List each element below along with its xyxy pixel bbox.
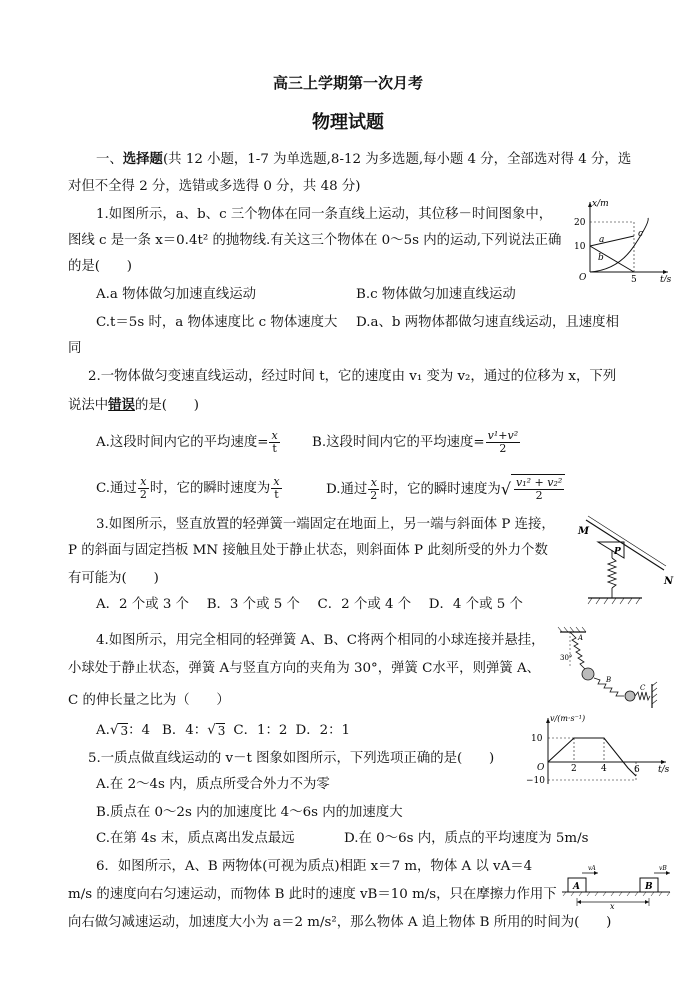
q4-option-b-radicand: 3 (217, 724, 226, 738)
q6-label-x: x (610, 902, 615, 910)
q2-option-c-den2: t (274, 488, 279, 501)
q5-graph-tick-10: 10 (531, 734, 543, 744)
q2-option-a (96, 428, 281, 458)
q2-option-c-num2: x (273, 475, 280, 488)
q1-option-c: C.t＝5s 时，a 物体速度比 c 物体速度大 (96, 315, 338, 330)
q6-distance-left-arrow-icon (577, 900, 581, 904)
exam-subtitle: 物理试题 (312, 112, 384, 133)
exam-title: 高三上学期第一次月考 (272, 74, 423, 92)
q2-option-b-text: B.这段时间内它的平均速度 (312, 435, 474, 450)
q2-stem-emphasis: 错误 (108, 397, 135, 413)
q2-option-d-radicand (511, 474, 565, 505)
q4-figure (556, 626, 662, 710)
q1-graph-curve-c (590, 218, 648, 272)
q2-option-d-num2: v₁² + v₂² (516, 476, 563, 489)
q6-label-vb: vB (659, 865, 667, 872)
section-number: 一、 (96, 152, 123, 167)
q3-stem-line1: 3.如图所示，竖直放置的轻弹簧一端固定在地面上，另一端与斜面体 P 连接， (96, 517, 555, 532)
q2-option-c (96, 474, 283, 504)
q1-option-b: B.c 物体做匀加速直线运动 (356, 287, 516, 302)
q2-option-d-frac1 (368, 477, 379, 502)
q4-label-c: C (640, 684, 646, 692)
q4-ceiling-hatch (558, 627, 586, 632)
q5-option-c: C.在第 4s 末，质点离出发点最远 (96, 831, 295, 846)
q4-ball-2 (625, 691, 635, 701)
q1-graph-label-b: b (598, 253, 604, 263)
q1-graph-t-label: t/s (660, 275, 672, 282)
q5-graph-tick-2: 2 (571, 764, 577, 774)
q2-option-c-den1: 2 (139, 488, 147, 501)
q5-graph-origin: O (537, 763, 545, 773)
q2-option-b-num: v¹+v² (487, 429, 519, 442)
section-intro-line1 (96, 150, 631, 169)
q4-stem-line1: 4.如图所示，用完全相同的轻弹簧 A、B、C将两个相同的小球连接并悬挂， (96, 633, 545, 648)
q5-option-d: D.在 0～6s 内，质点的平均速度为 5m/s (344, 831, 589, 846)
q4-label-b: B (606, 676, 612, 684)
q3-figure (572, 512, 676, 608)
q1-graph-line-a (590, 236, 634, 246)
q3-baffle-edge (588, 516, 666, 566)
q2-option-d-den1: 2 (370, 489, 378, 502)
q2-option-d-text: D.通过 (326, 482, 368, 497)
q1-graph-tick-20: 20 (574, 218, 586, 228)
radical-sign-icon: √ (207, 723, 216, 738)
section-rules: (共 12 小题，1-7 为单选题,8-12 为多选题,每小题 4 分，全部选对得 4 分，选 (162, 152, 632, 167)
q5-graph-velocity-line (548, 738, 636, 776)
q1-graph-label-a: a (599, 235, 605, 245)
q4-option-a-label: A. (96, 723, 110, 738)
q3-ground-hatch (588, 598, 640, 604)
q6-label-b: B (645, 882, 653, 892)
q5-option-b: B.质点在 0～2s 内的加速度比 4～6s 内的加速度大 (96, 805, 403, 820)
q4-ball-1 (582, 668, 594, 680)
q4-wall-hatch (652, 682, 657, 704)
q3-stem-line3: 有可能为( ) (68, 571, 159, 586)
q5-option-a: A.在 2～4s 内，质点所受合外力不为零 (96, 777, 330, 792)
q4-option-d: D．2：1 (295, 723, 351, 738)
q1-graph-tick-5: 5 (631, 275, 637, 282)
q4-option-c: C．1：2 (233, 723, 288, 738)
q6-stem-line1: 6．如图所示，A、B 两物体(可视为质点)相距 x＝7 m，物体 A 以 vA＝4 (96, 859, 533, 874)
q5-graph-tick-6: 6 (634, 765, 640, 775)
q5-graph-t-label: t/s (658, 765, 670, 775)
q2-option-b-eq: = (473, 435, 485, 450)
q2-stem-bracket: 的是( ) (134, 398, 199, 413)
q4-stem-line3: C 的伸长量之比为（ ） (68, 693, 230, 708)
q2-option-c-text: C.通过 (96, 481, 137, 496)
q1-graph-y-label: x/m (592, 199, 609, 209)
q1-graph-t-arrow-icon (663, 270, 668, 274)
q1-option-a: A.a 物体做匀加速直线运动 (96, 287, 257, 302)
q4-spring-c (635, 692, 650, 700)
section-heading: 选择题 (122, 151, 163, 167)
q2-option-d-num1: x (368, 477, 379, 490)
q5-vt-graph (524, 712, 674, 786)
q3-label-n: N (664, 576, 674, 587)
q2-option-b-den: 2 (499, 442, 507, 455)
section-intro-line2: 对但不全得 2 分，选错或多选得 0 分，共 48 分) (68, 179, 361, 194)
q1-xt-graph (568, 196, 674, 282)
q5-graph-tick-n10: −10 (526, 776, 545, 786)
q3-label-m: M (578, 526, 590, 537)
q1-stem-line3: 的是( ) (68, 259, 133, 274)
q5-graph-t-arrow-icon (661, 760, 666, 764)
q6-stem-line3: 向右做匀减速运动，加速度大小为 a＝2 m/s²，那么物体 A 追上物体 B 所用的时间为( ) (68, 915, 612, 930)
q2-option-a-text: A.这段时间内它的平均速度 (96, 435, 258, 450)
q2-option-b-fraction (486, 430, 520, 455)
q3-stem-line2: P 的斜面与固定挡板 MN 接触且处于静止状态，则斜面体 P 此刻所受的外力个数 (68, 543, 548, 558)
q2-option-a-num: x (271, 429, 278, 442)
q6-ground-hatch (563, 892, 670, 896)
q4-label-angle: 30° (560, 654, 573, 662)
q6-distance-right-arrow-icon (645, 900, 649, 904)
q3-label-p: P (614, 547, 621, 557)
q3-options: A．2 个或 3 个 B．3 个或 5 个 C．2 个或 4 个 D．4 个或 5 个 (96, 597, 523, 612)
q2-option-a-fraction (269, 430, 279, 455)
q5-graph-y-label: v/(m·s⁻¹) (550, 714, 586, 723)
q6-label-va: vA (588, 865, 596, 872)
q2-option-a-eq: = (257, 435, 269, 450)
q1-graph-origin: O (579, 273, 587, 282)
q6-label-a: A (573, 882, 580, 892)
q2-option-c-frac2 (271, 476, 281, 501)
q2-option-d-den2: 2 (535, 489, 543, 502)
q4-options (96, 722, 350, 740)
q2-option-a-den: t (272, 442, 277, 455)
q4-label-a: A (578, 634, 584, 642)
q3-baffle-mn (586, 520, 664, 570)
q2-option-d-mid: 时，它的瞬时速度为 (380, 482, 501, 497)
q1-stem-line2: 图线 c 是一条 x＝0.4t² 的抛物线.有关这三个物体在 0～5s 内的运动,下列说法正确 (68, 233, 562, 248)
q2-option-b (312, 428, 521, 458)
q4-option-a-ratio: ：4 (128, 723, 151, 738)
q4-option-a-radicand: 3 (120, 724, 129, 738)
q4-stem-line2: 小球处于静止状态，弹簧 A与竖直方向的夹角为 30°，弹簧 C水平，则弹簧 A、 (68, 661, 541, 676)
q5-stem-line1: 5.一质点做直线运动的 v－t 图象如图所示，下列选项正确的是( ) (88, 751, 495, 766)
q1-graph-label-c: c (638, 229, 644, 239)
radical-sign-icon: √ (109, 723, 119, 738)
q6-stem-line2: m/s 的速度向右匀速运动，而物体 B 此时的速度 vB＝10 m/s，只在摩擦力作用下 (68, 887, 557, 902)
q2-option-d-frac2 (514, 477, 564, 502)
q2-option-c-frac1 (138, 476, 149, 501)
q2-stem-line1: 2.一物体做匀变速直线运动，经过时间 t，它的速度由 v₁ 变为 v₂，通过的位移为 x，下列 (88, 369, 617, 384)
q1-option-d: D.a、b 两物体都做匀速直线运动，且速度相 (356, 315, 619, 330)
q6-figure (560, 862, 674, 910)
q2-stem-text: 说法中 (68, 398, 109, 413)
q1-option-d-cont: 同 (68, 341, 82, 356)
q5-graph-tick-4: 4 (601, 764, 607, 774)
q2-option-c-mid: 时，它的瞬时速度为 (149, 481, 271, 496)
q2-option-d (326, 474, 565, 505)
radical-sign-icon: √ (500, 479, 512, 499)
q2-stem-line2 (68, 396, 199, 415)
q4-option-b-label: B．4： (162, 723, 208, 738)
q3-spring (608, 558, 616, 588)
q1-graph-line-b (590, 246, 634, 272)
q1-stem-line1: 1.如图所示，a、b、c 三个物体在同一条直线上运动，其位移－时间图象中， (96, 207, 553, 222)
q1-graph-tick-10: 10 (574, 242, 586, 252)
q2-option-c-num1: x (138, 476, 149, 489)
